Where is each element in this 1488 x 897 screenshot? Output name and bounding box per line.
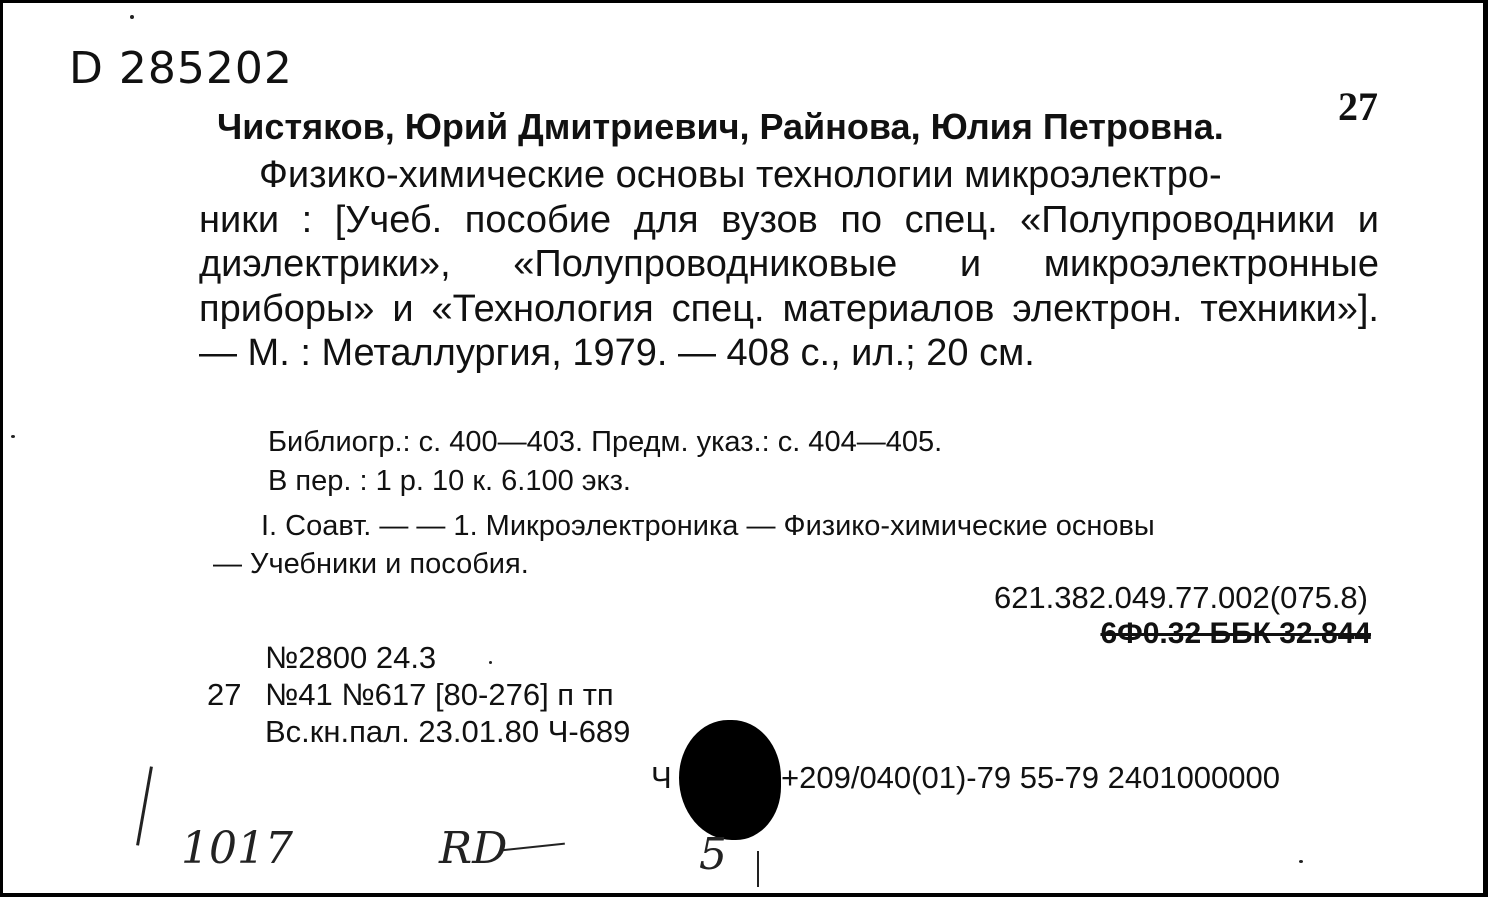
book-description: [199, 153, 1379, 376]
card-number: 27: [1338, 84, 1378, 129]
handwritten-mark: [757, 851, 759, 887]
meta-line-4: +209/040(01)-79 55-79 2401000000: [781, 760, 1281, 795]
dust-speck: [1299, 860, 1303, 863]
bbk-code: 6Ф0.32 ББК 32.844: [1100, 617, 1371, 650]
authors-heading: Чистяков, Юрий Дмитриевич, Райнова, Юлия Петровна.: [217, 106, 1224, 147]
meta-line-4-prefix: Ч: [651, 760, 672, 795]
dust-speck: [489, 661, 492, 664]
meta-line-1: №2800 24.3: [265, 640, 437, 675]
bibliography-note: Библиогр.: с. 400—403. Предм. указ.: с. 404—405.: [268, 426, 943, 458]
handwritten-number: 1017: [181, 823, 293, 874]
udc-code: 621.382.049.77.002(075.8): [993, 580, 1368, 615]
card-id-stamp: D 285202: [69, 43, 293, 94]
subject-headings: [213, 507, 1379, 583]
description-first-line: Физико-химические основы технологии микроэлектро-: [259, 154, 1222, 196]
subject-line-1: I. Соавт. — — 1. Микроэлектроника — Физико-химические основы: [261, 510, 1155, 542]
handwritten-stroke: [136, 766, 153, 845]
handwritten-digit: 5: [699, 829, 727, 880]
subject-line-2: — Учебники и пособия.: [213, 548, 529, 580]
dust-speck: [11, 435, 15, 438]
meta-line-2: №41 №617 [80-276] п тп: [265, 677, 614, 712]
handwritten-initials: RD: [439, 823, 508, 874]
catalog-card: [3, 3, 1487, 893]
description-body: ники : [Учеб. пособие для вузов по спец. «Полупроводники и диэлектрики», «Полупроводниковые и микроэлектронные приборы» и «Технология спец. материалов электрон. техники»]. — М. : Металлургия, 1979. — 408 с., ил.; 20 см.: [199, 198, 1379, 374]
price-note: В пер. : 1 р. 10 к. 6.100 экз.: [268, 465, 631, 497]
meta-line-3: Вс.кн.пал. 23.01.80 Ч-689: [265, 714, 631, 749]
handwritten-underline: [501, 843, 565, 852]
ink-blot: [679, 720, 781, 840]
meta-line-2-prefix: 27: [207, 677, 242, 712]
dust-speck: [130, 15, 134, 19]
